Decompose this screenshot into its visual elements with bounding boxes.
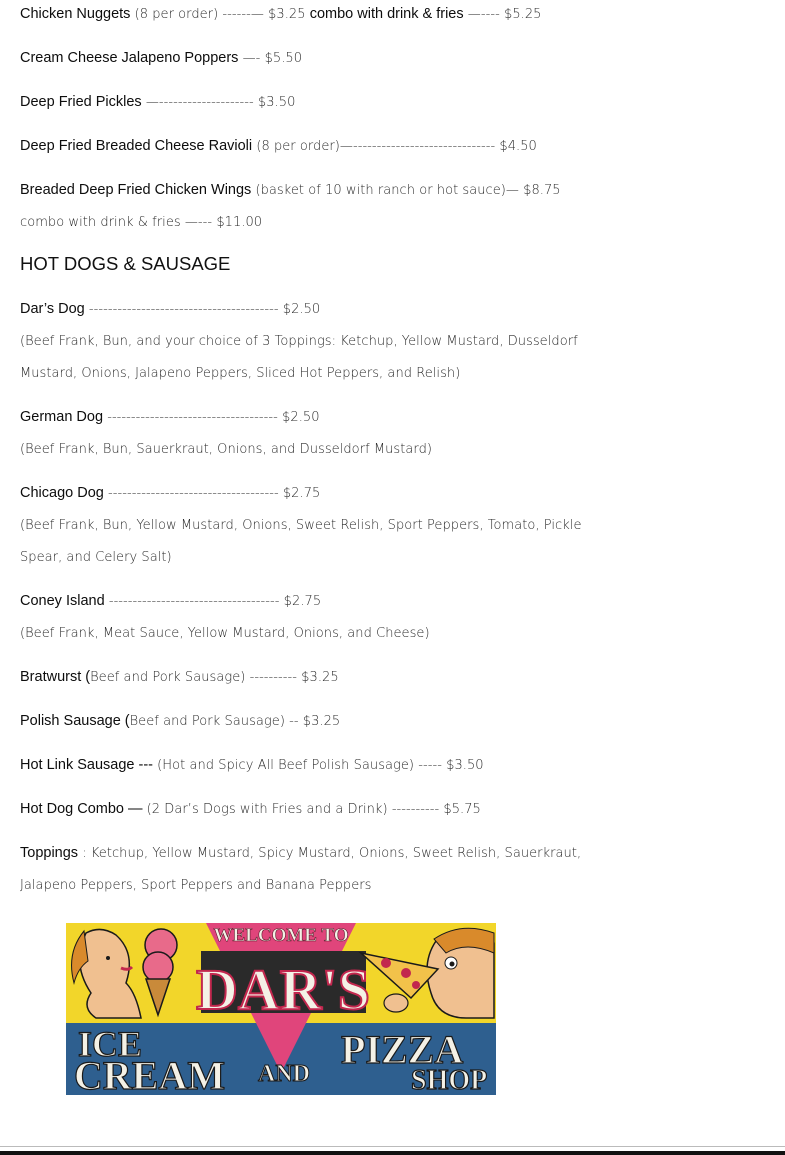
hot-dog-item (20, 799, 481, 819)
item-description: Mustard, Onions, Jalapeno Peppers, Sliced Hot Peppers, and Relish) (20, 366, 461, 381)
hot-dog-item (20, 515, 582, 535)
item-name: Cream Cheese Jalapeno Poppers (20, 50, 239, 66)
item-description: ---------------------------------------- $2.50 (84, 302, 321, 317)
item-description: combo with drink & fries —--- $11.00 (20, 215, 263, 230)
item-name: Bratwurst ( (20, 669, 91, 685)
item-description: (Hot and Spicy All Beef Polish Sausage) ----- $3.50 (152, 758, 484, 773)
hot-dog-item (20, 591, 321, 611)
combo-price: —---- $5.25 (463, 7, 542, 22)
hot-dog-item (20, 331, 578, 351)
hot-dog-item (20, 667, 339, 687)
item-description: (Beef Frank, Bun, Sauerkraut, Onions, and Dusseldorf Mustard) (20, 442, 433, 457)
item-description: (8 per order)—------------------------------ $4.50 (252, 139, 537, 154)
footer-divider-light (0, 1146, 785, 1147)
menu-item (20, 92, 295, 112)
menu-item (20, 136, 537, 156)
item-description: (Beef Frank, Bun, Yellow Mustard, Onions, Sweet Relish, Sport Peppers, Tomato, Pickle (20, 518, 582, 533)
item-description: Jalapeno Peppers, Sport Peppers and Banana Peppers (20, 878, 372, 893)
item-name: German Dog (20, 409, 104, 425)
item-description: (Beef Frank, Meat Sauce, Yellow Mustard, Onions, and Cheese) (20, 626, 430, 641)
item-description: Beef and Pork Sausage) ---------- $3.25 (90, 670, 339, 685)
cream-text: CREAM (74, 1053, 226, 1095)
dars-wordmark: DAR'S (195, 957, 371, 1022)
hot-dog-item (20, 363, 460, 383)
item-name: Breaded Deep Fried Chicken Wings (20, 182, 252, 198)
welcome-text: WELCOME TO (213, 925, 349, 946)
item-description: : Ketchup, Yellow Mustard, Spicy Mustard, Onions, Sweet Relish, Sauerkraut, (78, 846, 582, 861)
footer-divider (0, 1151, 785, 1155)
item-description: ------------------------------------ $2.50 (103, 410, 320, 425)
item-name: Chicken Nuggets (20, 6, 131, 22)
item-description: ------------------------------------ $2.75 (103, 486, 321, 501)
hot-dog-item (20, 407, 320, 427)
item-name: Hot Link Sausage --- (20, 757, 153, 773)
section-heading-hot-dogs: HOT DOGS & SAUSAGE (20, 253, 231, 274)
item-name: Toppings (20, 845, 79, 861)
item-description: Beef and Pork Sausage) -- $3.25 (129, 714, 341, 729)
hot-dog-item (20, 623, 430, 643)
hot-dog-item (20, 875, 371, 895)
menu-item (20, 180, 561, 200)
pizza-text: PIZZA (341, 1027, 464, 1072)
hot-dog-item (20, 483, 320, 503)
item-description: ------------------------------------ $2.75 (104, 594, 322, 609)
item-description: (Beef Frank, Bun, and your choice of 3 Toppings: Ketchup, Yellow Mustard, Dusseldorf (20, 334, 578, 349)
hot-dog-item (20, 439, 432, 459)
menu-item (20, 4, 541, 24)
hot-dog-item (20, 755, 484, 775)
combo-name: combo with drink & fries (309, 6, 464, 22)
item-description: (2 Dar’s Dogs with Fries and a Drink) ---------- $5.75 (142, 802, 481, 817)
item-name: Chicago Dog (20, 485, 104, 501)
item-description: —-------------------- $3.50 (141, 95, 296, 110)
dars-logo-banner (66, 923, 496, 1095)
hot-dog-item (20, 843, 581, 863)
item-name: Polish Sausage ( (20, 713, 130, 729)
hot-dog-item (20, 547, 172, 567)
item-description: Spear, and Celery Salt) (20, 550, 172, 565)
item-description: —- $5.50 (238, 51, 303, 66)
hot-dog-item (20, 299, 320, 319)
item-description: (basket of 10 with ranch or hot sauce)— $8.75 (251, 183, 561, 198)
menu-item (20, 48, 302, 68)
item-name: Deep Fried Breaded Cheese Ravioli (20, 138, 253, 154)
item-description: (8 per order) ------— $3.25 (130, 7, 310, 22)
ice-text: ICE (78, 1024, 143, 1064)
item-name: Deep Fried Pickles (20, 94, 142, 110)
menu-item (20, 212, 262, 232)
item-name: Dar’s Dog (20, 301, 85, 317)
hot-dog-item (20, 711, 340, 731)
shop-text: SHOP (411, 1065, 488, 1095)
and-text: AND (258, 1061, 310, 1087)
item-name: Hot Dog Combo — (20, 801, 143, 817)
item-name: Coney Island (20, 593, 105, 609)
